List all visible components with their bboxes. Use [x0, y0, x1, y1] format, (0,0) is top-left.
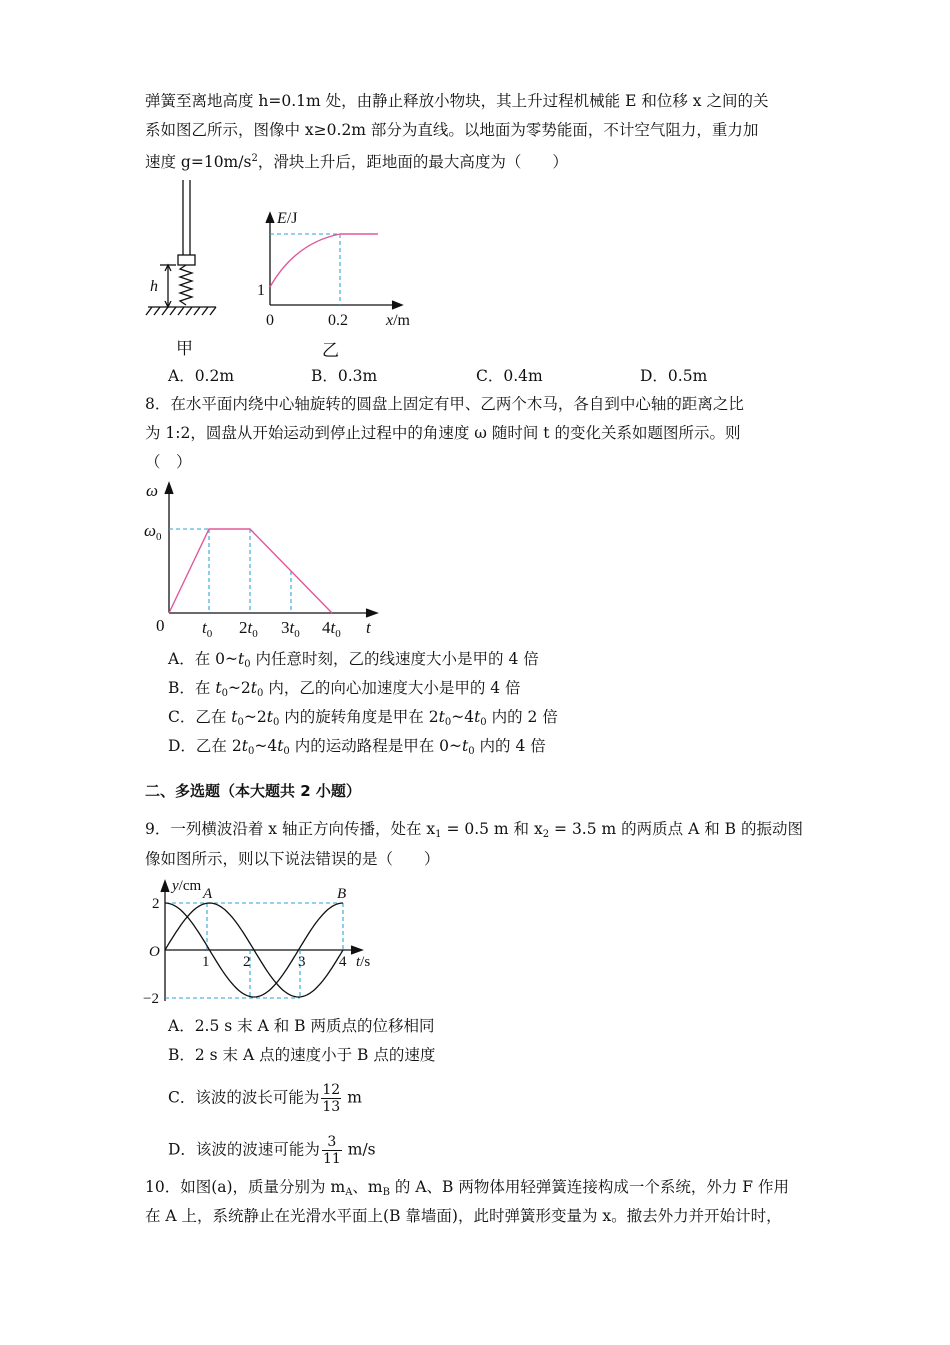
- q7-line3a: 速度 g=10m/s: [145, 153, 252, 171]
- label-b: B: [337, 886, 347, 902]
- q7-line2: 系如图乙所示，图像中 x≥0.2m 部分为直线。以地面为零势能面，不计空气阻力，重力加: [145, 121, 759, 139]
- q7-line1: 弹簧至离地高度 h=0.1m 处，由静止释放小物块，其上升过程机械能 E 和位移 x 之间的关: [145, 92, 769, 110]
- y-tick-neg2: −2: [143, 991, 159, 1007]
- q9-option-a[interactable]: A．2.5 s 末 A 和 B 两质点的位移相同: [168, 1017, 435, 1035]
- q7-option-d[interactable]: D．0.5m: [640, 367, 708, 385]
- caption-yi: 乙: [322, 341, 339, 361]
- q9-option-d[interactable]: D．该波的波速可能为 $\frac{3}{11}$ m/s: [168, 1134, 376, 1167]
- section-heading: 二、多选题（本大题共 2 小题）: [145, 782, 361, 800]
- x-tick-2: 2: [243, 954, 251, 970]
- x-tick-02: 0.2: [328, 312, 348, 329]
- y-axis-label: y/cm: [172, 878, 202, 894]
- x-origin: 0: [266, 312, 274, 329]
- q7-line3b: ，滑块上升后，距地面的最大高度为（ ）: [257, 153, 568, 171]
- label-a: A: [203, 886, 213, 902]
- q8-line2: 为 1:2，圆盘从开始运动到停止过程中的角速度 ω 随时间 t 的变化关系如题图所示。则: [145, 424, 741, 442]
- fraction-12-13: $\frac{12}{13}$: [322, 1082, 341, 1115]
- x-tick-4: 4: [339, 954, 347, 970]
- q10-line2: 在 A 上，系统静止在光滑水平面上(B 靠墙面)，此时弹簧形变量为 x。撤去外力并开始计时，: [145, 1207, 782, 1225]
- q9-option-c[interactable]: C．该波的波长可能为 $\frac{12}{13}$ m: [168, 1082, 362, 1115]
- q8-option-d[interactable]: D．乙在 $2t_0\sim 4t_0$ 内的运动路程是甲在 $0\sim t_0$ 内的 4 倍: [168, 737, 546, 757]
- e-tick-1: 1: [257, 282, 265, 299]
- q7-line3-sup: 2: [251, 153, 258, 164]
- fraction-3-11: $\frac{3}{11}$: [322, 1134, 341, 1167]
- omega-axis-label: ω: [146, 481, 159, 500]
- tick-2t0: $2t_0$: [239, 618, 258, 640]
- q8-line1: 8．在水平面内绕中心轴旋转的圆盘上固定有甲、乙两个木马，各自到中心轴的距离之比: [145, 395, 744, 413]
- x-tick-1: 1: [202, 954, 210, 970]
- q7-line3: [145, 148, 568, 173]
- x-tick-3: 3: [298, 954, 306, 970]
- tick-t0: $t_0$: [202, 618, 213, 640]
- tick-3t0: $3t_0$: [281, 618, 300, 640]
- t-axis-label: t/s: [356, 954, 371, 970]
- q8-line3: （ ）: [145, 453, 192, 471]
- figure-jia: [140, 175, 230, 325]
- wave-origin: O: [149, 944, 160, 960]
- y-tick-2: 2: [152, 896, 160, 912]
- energy-curve: [270, 234, 378, 287]
- tick-4t0: $4t_0$: [322, 618, 341, 640]
- omega0-tick: $\omega_0$: [144, 521, 162, 543]
- q10-line1: 10．如图(a)，质量分别为 $m_A$、$m_B$ 的 A、B 两物体用轻弹簧连接构成一个系统，外力 F 作用: [145, 1178, 789, 1198]
- q7-option-c[interactable]: C．0.4m: [476, 367, 543, 385]
- wave-chart: [140, 878, 380, 1008]
- x-axis-label: x/m: [386, 312, 410, 329]
- e-axis-label: E/J: [277, 210, 298, 227]
- caption-jia: 甲: [176, 339, 193, 359]
- omega-origin: 0: [156, 616, 165, 635]
- h-label: h: [150, 278, 158, 295]
- q8-option-b[interactable]: B．在 $t_0\sim 2t_0$ 内，乙的向心加速度大小是甲的 4 倍: [168, 679, 521, 699]
- omega-chart: [140, 478, 390, 643]
- q7-option-b[interactable]: B．0.3m: [311, 367, 378, 385]
- q9-line1: 9．一列横波沿着 x 轴正方向传播，处在 $x_1 = 0.5$ m 和 $x_2 = 3.5$ m 的两质点 A 和 B 的振动图: [145, 820, 803, 840]
- q7-option-a[interactable]: A．0.2m: [168, 367, 235, 385]
- q9-option-b[interactable]: B．2 s 末 A 点的速度小于 B 点的速度: [168, 1046, 436, 1064]
- q8-option-a[interactable]: A．在 $0\sim t_0$ 内任意时刻，乙的线速度大小是甲的 4 倍: [168, 650, 539, 670]
- q9-line2: 像如图所示，则以下说法错误的是（ ）: [145, 850, 440, 868]
- figure-yi: [250, 205, 430, 335]
- q8-option-c[interactable]: C．乙在 $t_0\sim 2t_0$ 内的旋转角度是甲在 $2t_0\sim 4t_0$ 内的 2 倍: [168, 708, 558, 728]
- t-axis-label: t: [366, 618, 371, 637]
